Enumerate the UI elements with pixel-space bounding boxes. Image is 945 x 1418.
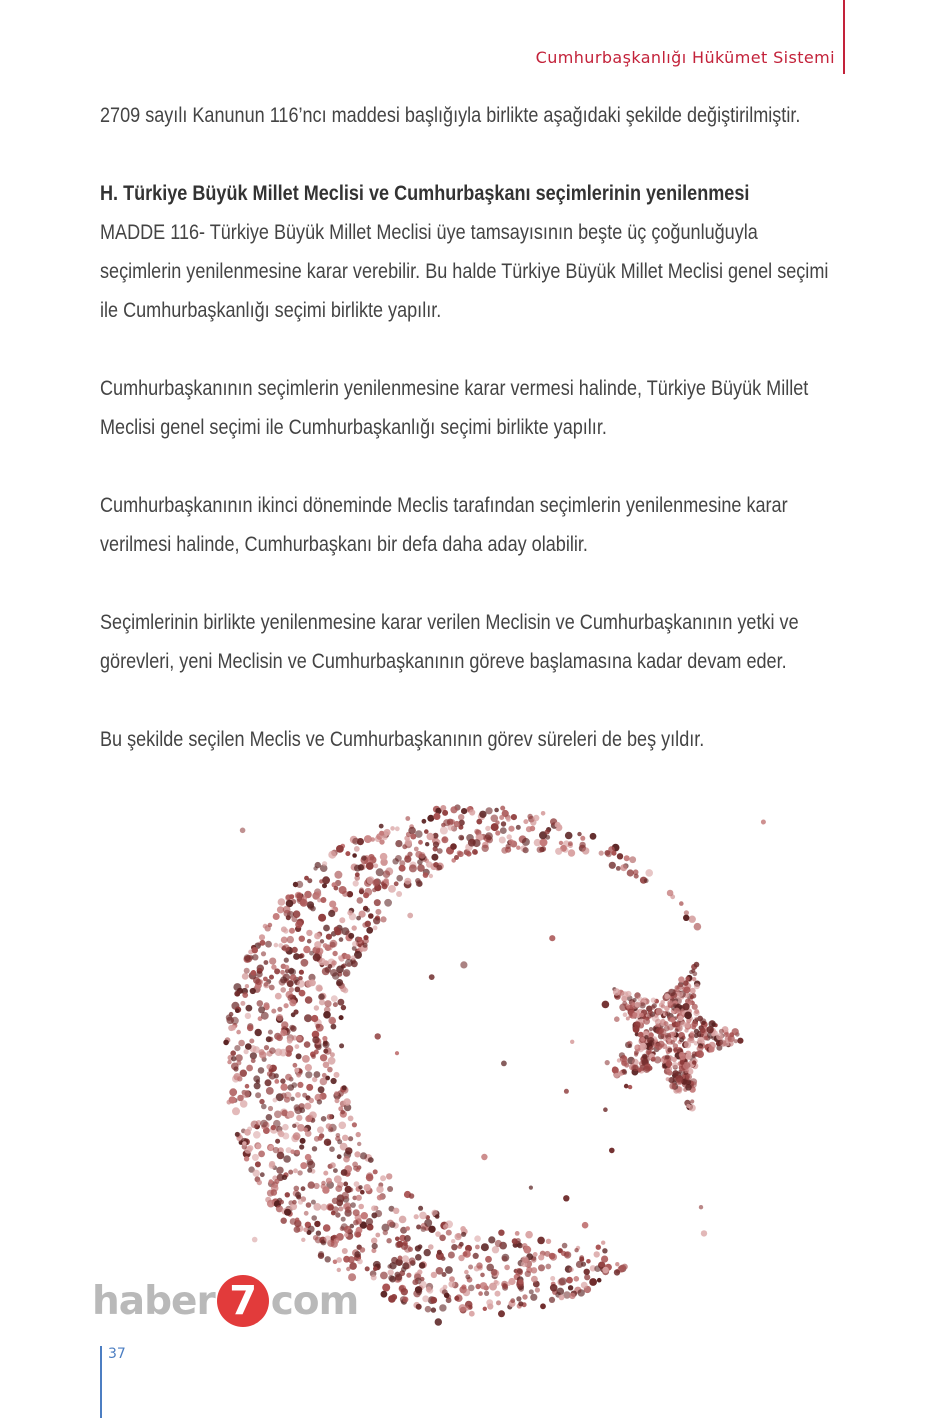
- paragraph: [100, 603, 840, 681]
- body-text: [100, 96, 840, 798]
- paragraph-line: görevleri, yeni Meclisin ve Cumhurbaşkanının göreve başlamasına kadar devam eder.: [100, 650, 787, 673]
- section-heading: H. Türkiye Büyük Millet Meclisi ve Cumhurbaşkanı seçimlerinin yenilenmesi: [100, 182, 750, 205]
- article-section: [100, 174, 840, 330]
- paragraph-line: Meclisi genel seçimi ile Cumhurbaşkanlığı seçimi birlikte yapılır.: [100, 416, 607, 439]
- section-line: seçimlerin yenilenmesine karar verebilir. Bu halde Türkiye Büyük Millet Meclisi genel seçimi: [100, 260, 829, 283]
- paragraph-line: verilmesi halinde, Cumhurbaşkanı bir defa daha aday olabilir.: [100, 533, 588, 556]
- paragraph-line: Cumhurbaşkanının ikinci döneminde Meclis tarafından seçimlerin yenilenmesine karar: [100, 494, 788, 517]
- header-rule: [843, 0, 845, 74]
- paragraph: [100, 720, 840, 759]
- crowd-crescent-star-illustration: [150, 790, 790, 1350]
- footer-rule: [100, 1346, 102, 1418]
- logo-prefix: haber: [92, 1278, 215, 1324]
- logo-seven-badge: 7: [217, 1275, 269, 1327]
- paragraph-line: Cumhurbaşkanının seçimlerin yenilenmesine karar vermesi halinde, Türkiye Büyük Millet: [100, 377, 809, 400]
- watermark-logo: [92, 1271, 358, 1331]
- page-number: 37: [108, 1346, 126, 1362]
- crescent-star-icon: [150, 790, 790, 1350]
- paragraph-line: Bu şekilde seçilen Meclis ve Cumhurbaşkanının görev süreleri de beş yıldır.: [100, 728, 705, 751]
- paragraph: [100, 486, 840, 564]
- paragraph-line: Seçimlerinin birlikte yenilenmesine karar verilen Meclisin ve Cumhurbaşkanının yetki ve: [100, 611, 799, 634]
- paragraph: [100, 369, 840, 447]
- section-line: MADDE 116- Türkiye Büyük Millet Meclisi üye tamsayısının beşte üç çoğunluğuyla: [100, 221, 758, 244]
- intro-paragraph: 2709 sayılı Kanunun 116’ncı maddesi başlığıyla birlikte aşağıdaki şekilde değiştirilmiştir.: [100, 104, 801, 127]
- section-line: ile Cumhurbaşkanlığı seçimi birlikte yapılır.: [100, 299, 442, 322]
- crowd-dots: [223, 804, 766, 1325]
- logo-suffix: com: [270, 1278, 359, 1324]
- running-header: Cumhurbaşkanlığı Hükümet Sistemi: [535, 48, 835, 67]
